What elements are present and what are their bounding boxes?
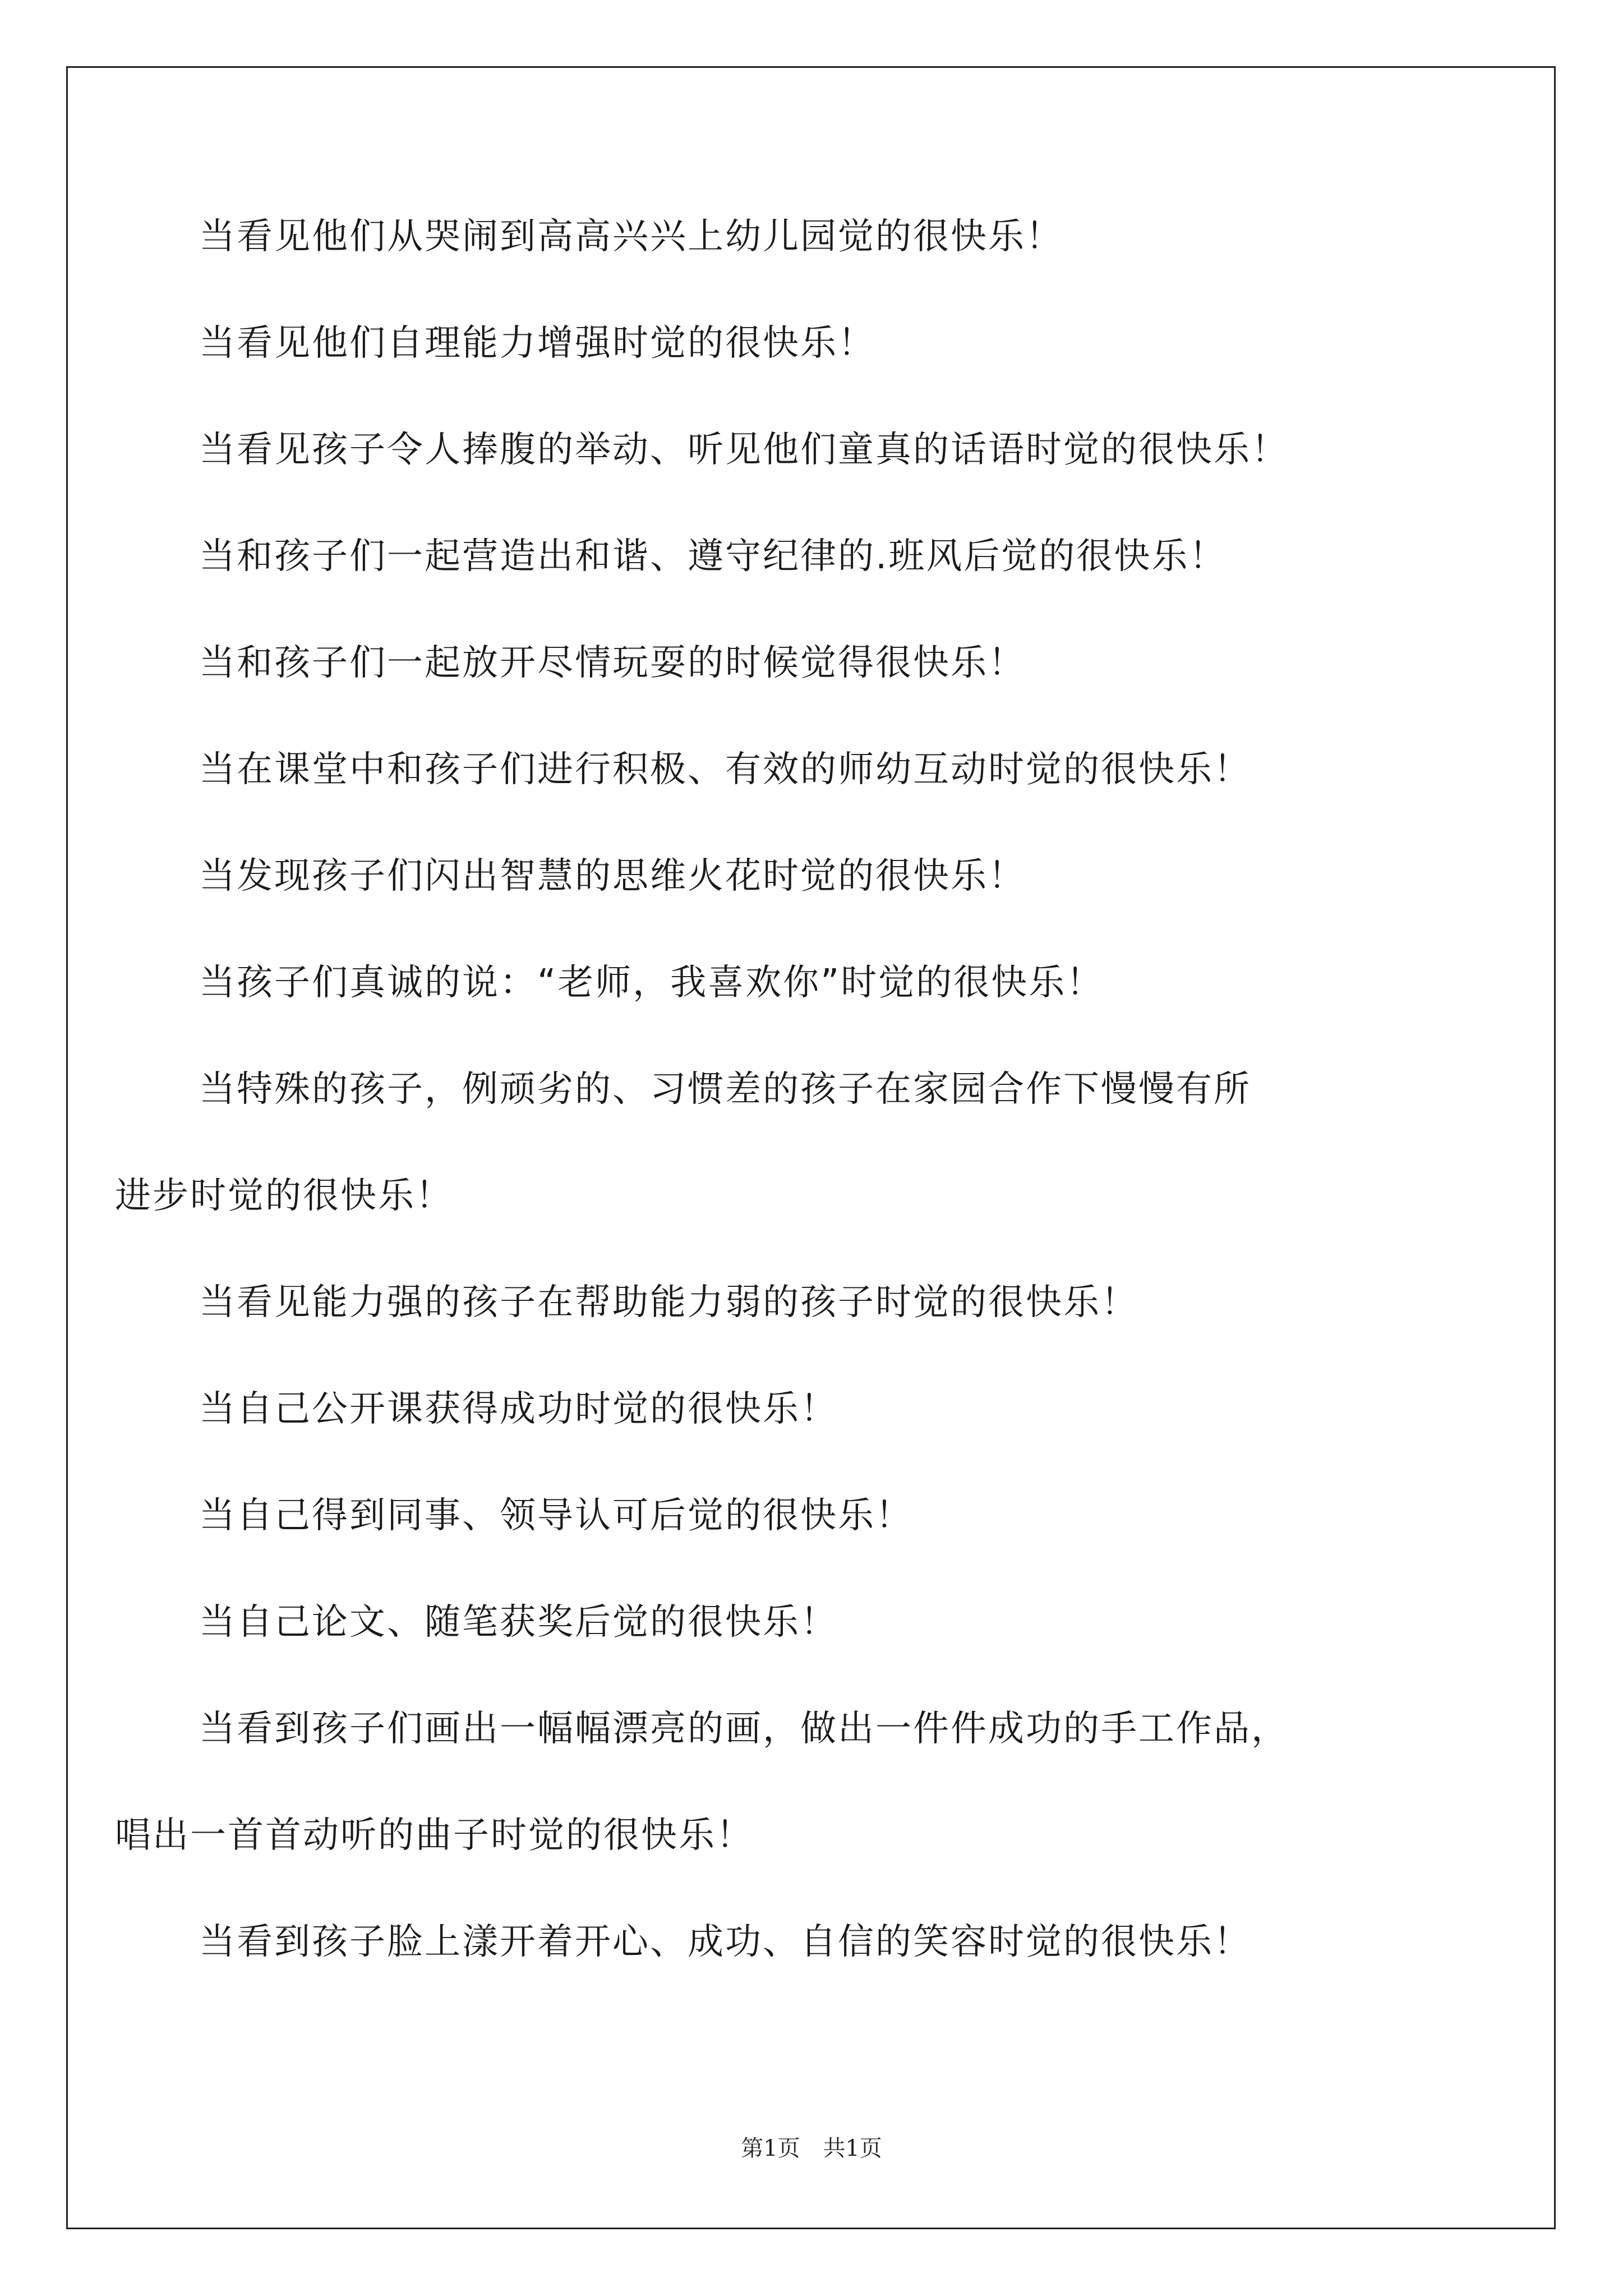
paragraph: 当在课堂中和孩子们进行积极、有效的师幼互动时觉的很快乐！ [199,749,1251,790]
paragraph-continuation: 唱出一首首动听的曲子时觉的很快乐！ [115,1815,754,1856]
paragraph: 当和孩子们一起营造出和谐、遵守纪律的.班风后觉的很快乐！ [199,536,1227,577]
paragraph: 当看到孩子脸上漾开着开心、成功、自信的笑容时觉的很快乐！ [199,1921,1251,1963]
paragraph: 当特殊的孩子，例顽劣的、习惯差的孩子在家园合作下慢慢有所 [199,1069,1251,1110]
paragraph: 当看到孩子们画出一幅幅漂亮的画，做出一件件成功的手工作品， [199,1708,1289,1750]
page-total: 共1页 [823,2136,882,2161]
paragraph: 当自己论文、随笔获奖后觉的很快乐！ [199,1602,838,1643]
paragraph: 当看见他们自理能力增强时觉的很快乐！ [199,323,875,364]
paragraph: 当自己公开课获得成功时觉的很快乐！ [199,1388,838,1430]
paragraph: 当自己得到同事、领导认可后觉的很快乐！ [199,1495,913,1536]
paragraph: 当看见他们从哭闹到高高兴兴上幼儿园觉的很快乐！ [199,216,1063,257]
document-body [115,216,1478,2031]
paragraph: 当和孩子们一起放开尽情玩耍的时候觉得很快乐！ [199,642,1026,684]
paragraph: 当看见孩子令人捧腹的举动、听见他们童真的话语时觉的很快乐！ [199,429,1289,471]
paragraph-continuation: 进步时觉的很快乐！ [115,1175,453,1217]
page-footer [0,2131,1623,2162]
paragraph: 当看见能力强的孩子在帮助能力弱的孩子时觉的很快乐！ [199,1282,1138,1323]
page-number: 第1页 [741,2136,800,2161]
paragraph: 当孩子们真诚的说：“老师，我喜欢你”时觉的很快乐！ [199,962,1104,1004]
paragraph: 当发现孩子们闪出智慧的思维火花时觉的很快乐！ [199,855,1026,897]
